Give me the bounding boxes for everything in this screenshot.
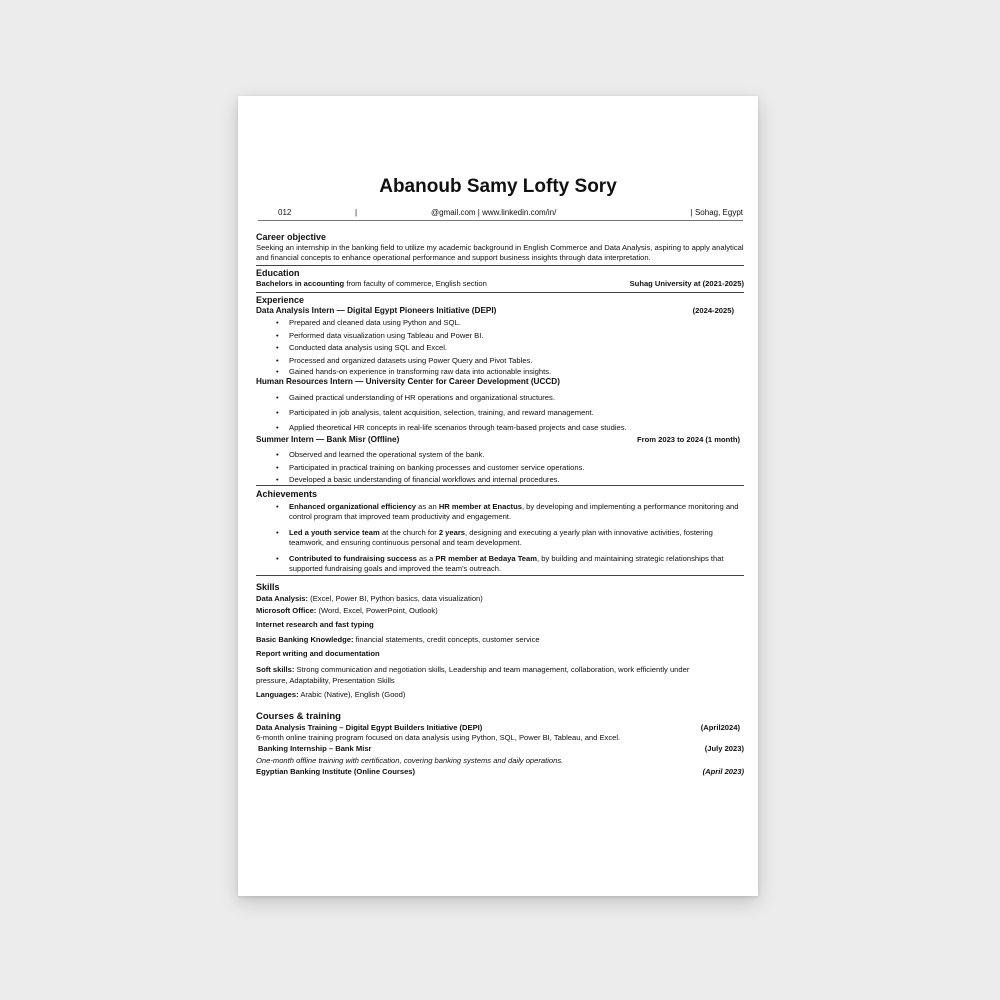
list-item: • Prepared and cleaned data using Python and SQL. — [276, 317, 744, 330]
achievements-list — [256, 502, 744, 576]
job-title: Human Resources Intern — University Center for Career Development (UCCD) — [256, 377, 560, 386]
objective-text: Seeking an internship in the banking field to utilize my academic background in English Commerce and Data Analysis, aspiring to apply analytical and financial concepts to enhance operational performance and support business insights through data interpretation. — [256, 243, 744, 266]
job-title-row — [256, 306, 744, 317]
course-date: (April 2023) — [702, 767, 744, 776]
course-description: 6-month online training program focused on data analysis using Python, SQL, Power BI, Tableau, and Excel. — [256, 733, 621, 742]
list-item: • Conducted data analysis using SQL and Excel. — [276, 342, 744, 355]
job-title: Summer Intern — Bank Misr (Offline) — [256, 435, 400, 444]
course-row — [256, 723, 744, 733]
skills-list — [256, 593, 744, 702]
contact-phone: 012 — [278, 208, 292, 217]
course-title: Egyptian Banking Institute (Online Courses) — [256, 767, 416, 776]
course-date: (April2024) — [700, 723, 740, 732]
job-bullets — [256, 447, 744, 486]
education-school: Suhag University at (2021-2025) — [629, 279, 744, 288]
resume-page — [238, 96, 758, 896]
skill-item: Internet research and fast typing — [256, 620, 374, 629]
list-item: • Participated in job analysis, talent acquisition, selection, training, and reward management. — [276, 405, 744, 420]
list-item: • Observed and learned the operational system of the bank. — [276, 447, 744, 462]
resume-content — [256, 231, 744, 778]
job-bullets — [256, 390, 744, 435]
course-title: Banking Internship – Bank Misr — [258, 744, 372, 753]
list-item: • Led a youth service team at the church for 2 years, designing and executing a yearly plan with innovative activities, fostering teamwork, and ensuring continuous personal and team development. — [276, 528, 744, 548]
contact-separator: | — [355, 208, 358, 217]
education-row — [256, 279, 744, 293]
course-title: Data Analysis Training – Digital Egypt Builders Initiative (DEPI) — [256, 723, 483, 732]
skill-item: Microsoft Office: (Word, Excel, PowerPoint, Outlook) — [256, 606, 438, 615]
course-description: One-month offline training with certification, covering banking systems and daily operations. — [256, 756, 564, 765]
job-bullets — [256, 317, 744, 377]
job-title: Data Analysis Intern — Digital Egypt Pioneers Initiative (DEPI) — [256, 306, 497, 315]
list-item: • Developed a basic understanding of financial workflows and internal procedures. — [276, 474, 744, 485]
list-item: • Enhanced organizational efficiency as an HR member at Enactus, by developing and implementing a performance monitoring and control program that improved team productivity and engagement. — [276, 502, 744, 522]
education-degree: Bachelors in accounting from faculty of commerce, English section — [256, 279, 487, 288]
course-row — [256, 767, 744, 778]
list-item: • Participated in practical training on banking processes and customer service operations. — [276, 462, 744, 474]
candidate-name: Abanoub Samy Lofty Sory — [379, 176, 617, 197]
job-date: (2024-2025) — [692, 306, 734, 315]
skill-item: Soft skills: Strong communication and negotiation skills, Leadership and team management, collaboration, work efficiently under pressure, Adaptability, Presentation Skills — [256, 664, 690, 685]
list-item: • Gained hands-on experience in transforming raw data into actionable insights. — [276, 367, 744, 377]
skill-item: Basic Banking Knowledge: financial statements, credit concepts, customer service — [256, 634, 540, 644]
job-title-row — [256, 435, 744, 447]
list-item: • Processed and organized datasets using Power Query and Pivot Tables. — [276, 355, 744, 368]
objective-heading: Career objective — [256, 232, 327, 242]
education-heading: Education — [256, 268, 300, 278]
skill-item: Report writing and documentation — [256, 649, 380, 658]
skills-heading: Skills — [256, 582, 280, 592]
list-item: • Contributed to fundraising success as a PR member at Bedaya Team, by building and maintaining strategic relationships that supported fundraising goals and improved the team's outreach. — [276, 554, 744, 574]
list-item: • Applied theoretical HR concepts in real-life scenarios through team-based projects and case studies. — [276, 420, 744, 435]
job-date: From 2023 to 2024 (1 month) — [637, 435, 740, 444]
skill-item: Data Analysis: (Excel, Power BI, Python basics, data visualization) — [256, 594, 483, 603]
courses-heading: Courses & training — [256, 711, 341, 722]
contact-email-linkedin: @gmail.com | www.linkedin.com/in/ — [431, 208, 557, 217]
list-item: • Gained practical understanding of HR operations and organizational structures. — [276, 390, 744, 405]
job-title-row — [256, 377, 744, 390]
achievements-heading: Achievements — [256, 489, 318, 499]
contact-line — [258, 208, 743, 221]
course-date: (July 2023) — [704, 744, 744, 753]
experience-heading: Experience — [256, 295, 305, 305]
list-item: • Performed data visualization using Tableau and Power BI. — [276, 330, 744, 343]
contact-location: | Sohag, Egypt — [690, 208, 743, 217]
course-row — [256, 744, 744, 756]
skill-item: Languages: Arabic (Native), English (Good) — [256, 689, 406, 699]
